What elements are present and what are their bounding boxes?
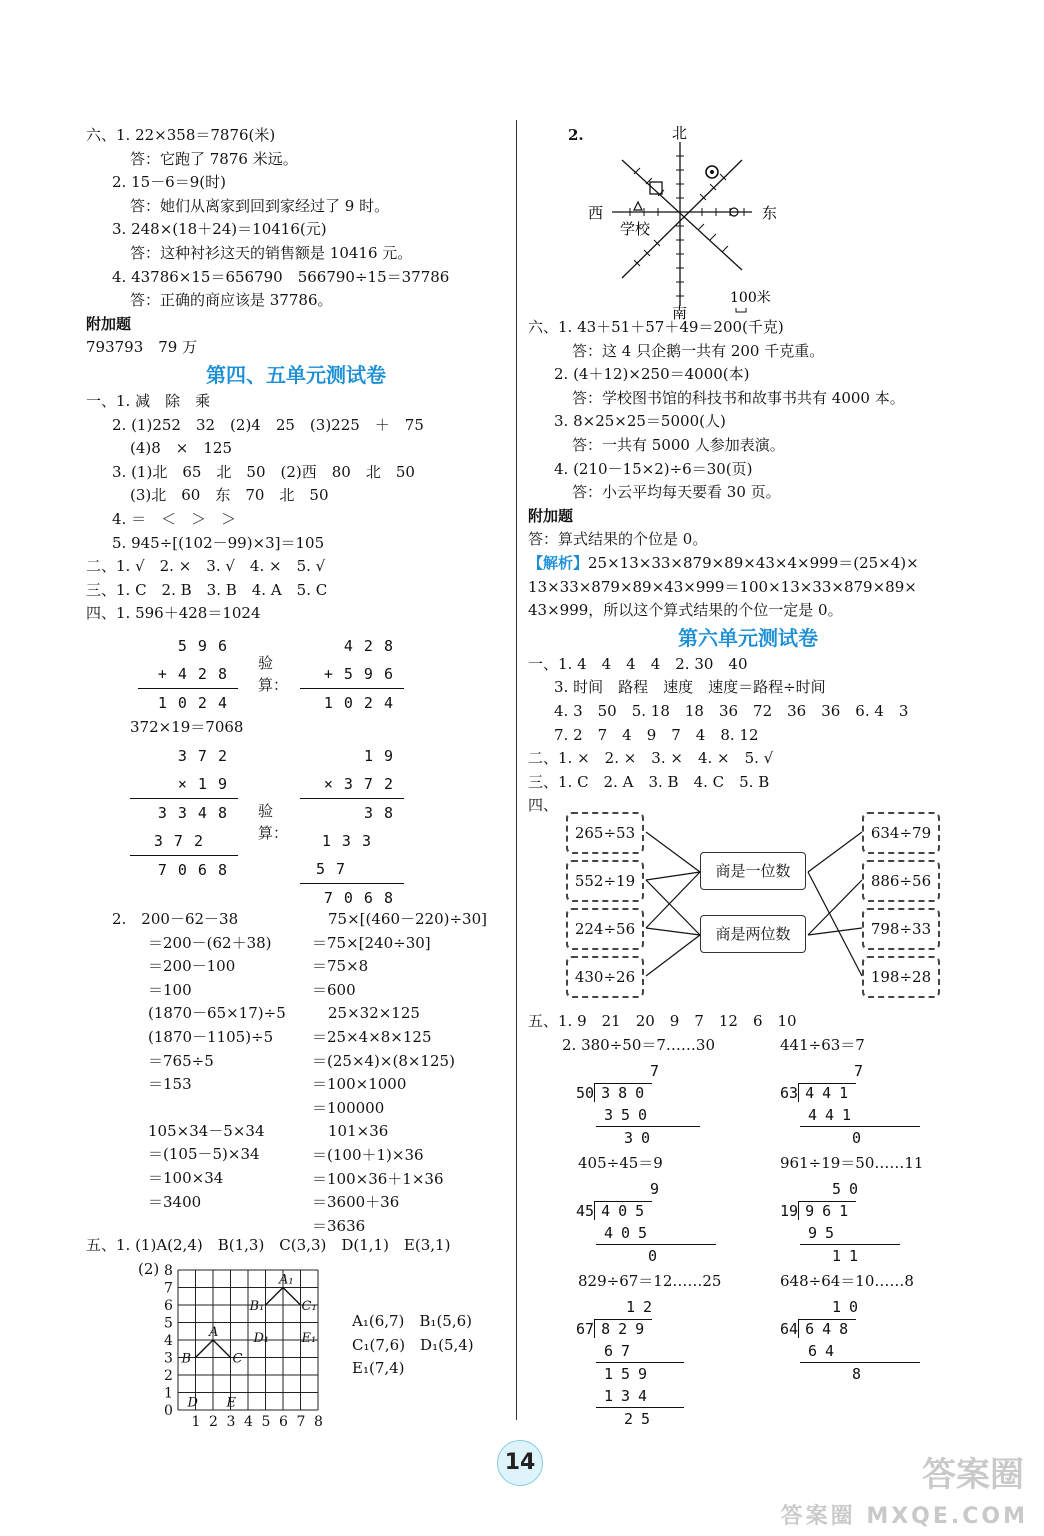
text-line: 4. ＝ ＜ ＞ ＞	[112, 509, 237, 528]
calc-line: ＝100×36＋1×36	[312, 1169, 444, 1188]
calc-line: ＝3400	[148, 1192, 202, 1211]
text-line: 2. (4＋12)×250＝4000(本)	[554, 365, 750, 384]
calc-line: ＝75×[240÷30]	[312, 933, 431, 952]
calc-line: ＝100×1000	[312, 1075, 407, 1094]
fill-answers: 五、1. 9 21 20 9 7 12 6 10	[528, 1012, 797, 1030]
div-equation: 648÷64＝10……8	[780, 1272, 914, 1290]
text-line: 答：正确的商应该是 37786。	[130, 291, 333, 310]
column-divider	[516, 120, 517, 1420]
calc-line: 101×36	[328, 1122, 389, 1141]
east-label: 东	[762, 204, 778, 222]
grid-x-label: 2	[209, 1414, 218, 1430]
grid-y-label: 4	[164, 1333, 173, 1349]
expr-box: 198÷28	[862, 956, 940, 998]
text-line: 4. 43786×15＝656790 566790÷15＝37786	[112, 267, 450, 286]
unit6-title: 第六单元测试卷	[678, 625, 818, 650]
vert-row: ×19	[177, 775, 238, 793]
calc-line: ＝200－(62＋38)	[148, 933, 272, 952]
coord-text: E₁(7,4)	[352, 1359, 405, 1378]
point-label: B	[181, 1351, 192, 1367]
long-division: 9 45 405 405 0	[576, 1178, 716, 1267]
coord-line: 五、1. (1)A(2,4) B(1,3) C(3,3) D(1,1) E(3,1)	[86, 1236, 451, 1254]
text-line: (4)8 × 125	[130, 439, 232, 458]
bonus-answer: 答：算式结果的个位是 0。	[528, 530, 708, 549]
vert-row: ×372	[323, 775, 404, 793]
vert-row: 428	[343, 637, 404, 655]
bonus-answer: 793793 79 万	[86, 338, 198, 357]
vert-row: 372	[153, 832, 214, 850]
expr-box: 552÷19	[566, 860, 644, 902]
coord-text: C₁(7,6) D₁(5,4)	[352, 1335, 474, 1354]
vert-row: 7068	[300, 883, 404, 912]
map-number: 2.	[568, 126, 584, 144]
vert-row: 7068	[130, 855, 238, 884]
calc-line: ＝100×34	[148, 1168, 224, 1187]
vert-row: 133	[321, 832, 382, 850]
unit45-title: 第四、五单元测试卷	[206, 362, 386, 387]
text-line: 4. (210－15×2)÷6＝30(页)	[554, 459, 753, 478]
long-division: 7 50 380 350 30	[576, 1060, 700, 1149]
check-label: 验算：	[258, 802, 289, 842]
point-label: C	[232, 1351, 243, 1367]
grid-x-label: 1	[191, 1414, 201, 1430]
point-label: D₁	[253, 1331, 270, 1346]
div-equation: 405÷45＝9	[578, 1154, 663, 1172]
grid-y-label: 1	[164, 1385, 173, 1402]
div-equation: 829÷67＝12……25	[578, 1272, 722, 1290]
north-label: 北	[672, 124, 688, 142]
calc-column-a	[112, 908, 286, 1214]
calc-line: 2. 200－62－38	[112, 910, 239, 928]
text-line: 答：它跑了 7876 米远。	[130, 149, 298, 168]
grid-y-label: 5	[164, 1315, 173, 1332]
addition-check	[300, 632, 404, 717]
analysis-text: 25×13×33×879×89×43×4×999＝(25×4)×	[588, 553, 919, 572]
vert-row: 1024	[300, 688, 404, 717]
multiply-check	[300, 742, 404, 912]
category-box: 商是一位数	[700, 852, 806, 890]
text-line: 4. 3 50 5. 18 18 36 72 36 36 6. 4 3	[554, 701, 909, 720]
text-line: 7. 2 7 4 9 7 4 8. 12	[554, 725, 759, 744]
text-line: (3)北 60 东 70 北 50	[130, 486, 329, 505]
vert-row: 372	[177, 747, 238, 765]
calc-line: ＝100000	[312, 1098, 385, 1117]
bonus-label: 附加题	[528, 506, 574, 525]
grid-x-label: 7	[296, 1414, 306, 1430]
vert-row: 596	[177, 637, 238, 655]
calc-line: 25×32×125	[328, 1004, 420, 1023]
triangle-marker	[634, 202, 642, 210]
text-line: 答：小云平均每天要看 30 页。	[572, 483, 781, 502]
calc-line: ＝25×4×8×125	[312, 1027, 432, 1046]
grid-y-label: 8	[164, 1263, 173, 1279]
watermark-logo: 答案圈	[922, 1455, 1024, 1495]
calc-line: ＝75×8	[312, 957, 369, 976]
text-line: 六、1. 22×358＝7876(米)	[86, 126, 276, 144]
text-line: 二、1. √ 2. × 3. √ 4. × 5. √	[86, 557, 326, 576]
calc-line: 105×34－5×34	[148, 1121, 265, 1140]
text-line: 2. 15－6＝9(时)	[112, 173, 226, 192]
mul-equation: 372×19＝7068	[130, 718, 244, 736]
calc-column-b	[312, 908, 487, 1238]
vert-row: 3348	[130, 798, 238, 827]
calc-line: ＝(105－5)×34	[148, 1145, 260, 1164]
coordinate-grid	[158, 1262, 334, 1432]
calc-line: ＝765÷5	[148, 1051, 214, 1070]
vert-row: 57	[315, 860, 356, 878]
point-label: D	[187, 1395, 198, 1411]
grid-x-label: 4	[244, 1414, 253, 1430]
calc-line: 75×[(460－220)÷30]	[328, 910, 487, 928]
grid-x-label: 5	[261, 1414, 271, 1430]
addition-vertical	[138, 632, 238, 717]
grid-label: (2)	[138, 1260, 160, 1278]
matching-lines	[640, 820, 870, 990]
school-label: 学校	[620, 220, 651, 238]
text-line: 六、1. 43＋51＋57＋49＝200(千克)	[528, 318, 784, 336]
calc-line: ＝153	[148, 1075, 192, 1094]
point-label: E	[226, 1395, 236, 1411]
point-label: A₁	[279, 1272, 294, 1288]
text-line: 5. 945÷[(102－99)×3]＝105	[112, 533, 325, 552]
long-division: 7 63 441 441 0	[780, 1060, 920, 1149]
expr-box: 430÷26	[566, 956, 644, 998]
text-line: 3. 8×25×25＝5000(人)	[554, 412, 726, 431]
text-line: 三、1. C 2. A 3. B 4. C 5. B	[528, 772, 770, 791]
vert-row: 1024	[138, 688, 238, 717]
watermark-text: 答案圈 MXQE.COM	[780, 1504, 1028, 1529]
text-line: 答：她们从离家到回到家经过了 9 时。	[130, 196, 390, 215]
check-label: 验算：	[258, 654, 289, 694]
text-line: 答：这种衬衫这天的销售额是 10416 元。	[130, 243, 413, 262]
coord-text: A₁(6,7) B₁(5,6)	[352, 1312, 473, 1330]
calc-line: ＝(25×4)×(8×125)	[312, 1051, 455, 1070]
text-line: 一、1. 4 4 4 4 2. 30 40	[528, 654, 748, 673]
analysis-text: 43×999，所以这个算式结果的个位一定是 0。	[528, 601, 843, 620]
long-division: 12 67 829 67 159 134 25	[576, 1296, 684, 1430]
long-division: 10 64 648 64 8	[780, 1296, 920, 1385]
vert-row: +428	[157, 665, 238, 683]
right-column	[528, 316, 968, 818]
text-line: 答：学校图书馆的科技书和故事书共有 4000 本。	[572, 388, 905, 407]
category-box: 商是两位数	[700, 915, 806, 953]
vert-row: 19	[363, 747, 404, 765]
long-division: 50 19 961 95 11	[780, 1178, 900, 1267]
calc-line: ＝(100＋1)×36	[312, 1145, 424, 1164]
div-equation: 441÷63＝7	[780, 1036, 865, 1054]
grid-y-label: 7	[164, 1280, 173, 1297]
calc-line: ＝3636	[312, 1216, 366, 1235]
point-label: E₁	[301, 1331, 317, 1346]
text-line: 四、1. 596＋428＝1024	[86, 604, 261, 623]
grid-y-label: 3	[164, 1350, 173, 1367]
text-line: 三、1. C 2. B 3. B 4. A 5. C	[86, 580, 328, 599]
calc-line: (1870－65×17)÷5	[148, 1004, 286, 1023]
text-line: 3. (1)北 65 北 50 (2)西 80 北 50	[112, 462, 415, 481]
left-column	[86, 124, 506, 626]
coord-results	[352, 1310, 474, 1381]
expr-box: 798÷33	[862, 908, 940, 950]
expr-box: 224÷56	[566, 908, 644, 950]
analysis-tag: 【解析】	[528, 553, 589, 572]
scale-label: 100米	[730, 290, 771, 306]
page-number: 14	[497, 1440, 543, 1486]
expr-box: 634÷79	[862, 812, 940, 854]
text-line: 3. 时间 路程 速度 速度＝路程÷时间	[554, 678, 826, 697]
text-line: 答：这 4 只企鹅一共有 200 千克重。	[572, 341, 825, 360]
div-equation: 2. 380÷50＝7……30	[562, 1036, 715, 1054]
point-label: C₁	[301, 1299, 317, 1314]
calc-line: (1870－1105)÷5	[148, 1027, 274, 1046]
multiply-vertical	[130, 742, 238, 884]
west-label: 西	[588, 204, 604, 222]
vert-row: 38	[300, 798, 404, 827]
calc-line: ＝200－100	[148, 957, 236, 976]
analysis-text: 13×33×879×89×43×999＝100×13×33×879×89×	[528, 577, 917, 596]
text-line: 答：一共有 5000 人参加表演。	[572, 435, 785, 454]
direction-map	[582, 120, 792, 320]
south-label: 南	[672, 304, 688, 320]
point-label: B₁	[249, 1299, 265, 1314]
expr-box: 265÷53	[566, 812, 644, 854]
calc-line: ＝100	[148, 980, 192, 999]
text-line: 二、1. × 2. × 3. × 4. × 5. √	[528, 749, 774, 768]
grid-y-label: 2	[164, 1368, 173, 1384]
text-line: 四、	[528, 796, 559, 815]
text-line: 2. (1)252 32 (2)4 25 (3)225 ＋ 75	[112, 415, 424, 434]
expr-box: 886÷56	[862, 860, 940, 902]
text-line: 3. 248×(18＋24)＝10416(元)	[112, 220, 327, 239]
grid-x-label: 3	[226, 1414, 236, 1430]
grid-x-label: 6	[279, 1414, 288, 1430]
calc-line: ＝3600＋36	[312, 1193, 400, 1212]
vert-row: +596	[323, 665, 404, 683]
text-line: 一、1. 减 除 乘	[86, 391, 211, 410]
grid-y-label: 6	[164, 1298, 173, 1314]
grid-x-label: 8	[314, 1414, 323, 1430]
div-equation: 961÷19＝50……11	[780, 1154, 924, 1172]
calc-line: ＝600	[312, 980, 356, 999]
bonus-label: 附加题	[86, 314, 132, 333]
point-label: A	[209, 1325, 219, 1340]
grid-y-label: 0	[164, 1403, 173, 1419]
